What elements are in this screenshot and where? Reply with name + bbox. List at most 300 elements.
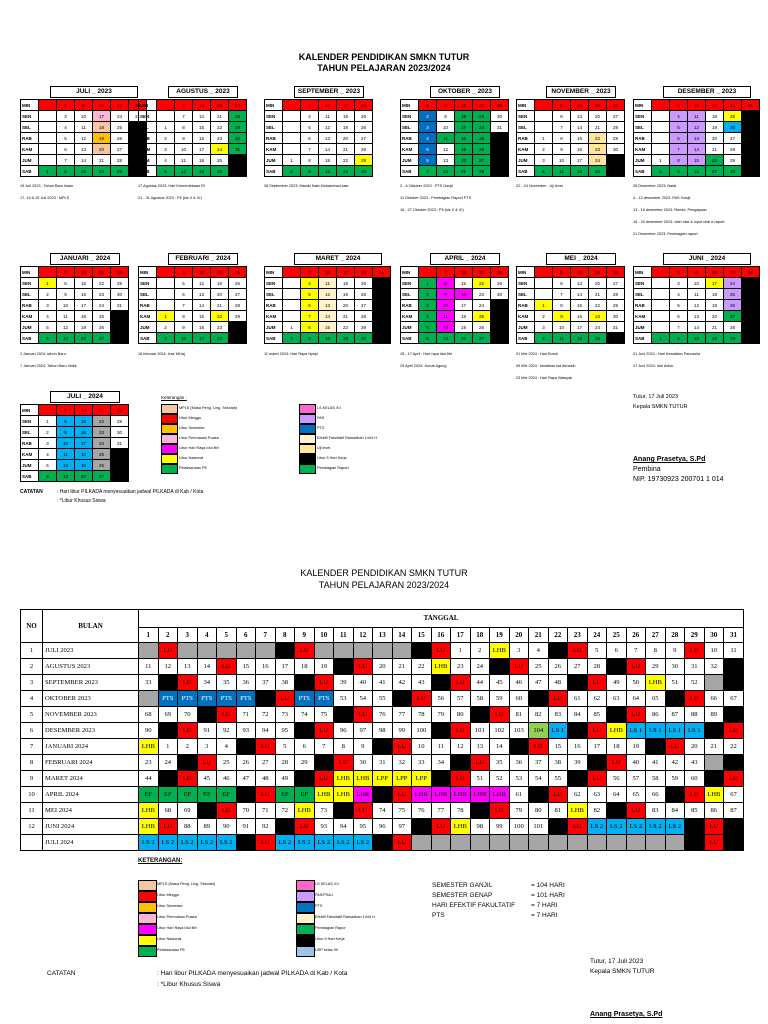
day-cell: 1 bbox=[652, 333, 670, 344]
date-cell: LU bbox=[353, 803, 373, 819]
date-cell: LHR bbox=[431, 787, 451, 803]
day-number-header: 17 bbox=[451, 627, 471, 642]
date-cell: 53 bbox=[509, 771, 529, 787]
legend-swatch bbox=[161, 404, 178, 414]
day-cell: 18 bbox=[193, 155, 211, 166]
day-cell bbox=[39, 133, 57, 144]
day-cell: 24 bbox=[473, 300, 491, 311]
day-cell: 29 bbox=[607, 133, 625, 144]
date-cell: 74 bbox=[295, 707, 315, 723]
day-cell: 23 bbox=[589, 144, 607, 155]
date-cell: PTS bbox=[217, 691, 237, 707]
date-cell: 25 bbox=[529, 659, 549, 675]
date-cell: 79 bbox=[509, 803, 529, 819]
day-cell: 24 bbox=[355, 267, 373, 278]
day-cell: 5 bbox=[175, 278, 193, 289]
date-cell bbox=[412, 835, 432, 851]
day-cell: 30 bbox=[491, 289, 509, 300]
day-cell: 13 bbox=[571, 111, 589, 122]
day-cell: 5 bbox=[670, 122, 688, 133]
date-cell: 2 bbox=[178, 739, 198, 755]
date-cell: 52 bbox=[490, 771, 510, 787]
date-cell: LU bbox=[704, 819, 724, 835]
day-label: RAB bbox=[21, 133, 39, 144]
legend-label: Libur 5 Hari Kerja bbox=[317, 456, 347, 460]
day-cell: 24 bbox=[93, 438, 111, 449]
day-cell: 14 bbox=[688, 322, 706, 333]
date-cell: 7 bbox=[626, 643, 646, 659]
day-cell: 22 bbox=[93, 278, 111, 289]
catatan-line-2-p2: : *Libur Khusus Siswa bbox=[157, 981, 221, 988]
date-cell bbox=[568, 835, 588, 851]
date-cell: 62 bbox=[587, 691, 607, 707]
day-cell: 7 bbox=[57, 267, 75, 278]
date-cell bbox=[295, 771, 315, 787]
month-calendar bbox=[400, 99, 509, 177]
day-cell bbox=[491, 155, 509, 166]
day-cell: 13 bbox=[57, 333, 75, 344]
date-cell bbox=[607, 835, 627, 851]
day-cell: 4 bbox=[670, 111, 688, 122]
legend-swatch bbox=[138, 891, 157, 902]
day-cell bbox=[652, 311, 670, 322]
day-cell: 21 bbox=[473, 267, 491, 278]
month-row bbox=[21, 675, 744, 691]
day-cell: 16 bbox=[93, 100, 111, 111]
day-cell: 7 bbox=[301, 311, 319, 322]
date-cell: LHB bbox=[490, 643, 510, 659]
row-no: 11 bbox=[21, 803, 43, 819]
date-cell: 13 bbox=[470, 739, 490, 755]
day-cell bbox=[283, 144, 301, 155]
day-cell bbox=[39, 122, 57, 133]
date-cell: LU bbox=[295, 643, 315, 659]
day-label: MIN bbox=[139, 267, 157, 278]
date-cell: 95 bbox=[275, 723, 295, 739]
day-cell: 16 bbox=[571, 311, 589, 322]
day-label: MIN bbox=[21, 100, 39, 111]
day-cell: 20 bbox=[211, 100, 229, 111]
day-cell bbox=[535, 289, 553, 300]
date-cell: 44 bbox=[139, 771, 159, 787]
date-cell: LHB bbox=[314, 787, 334, 803]
day-cell: 22 bbox=[211, 311, 229, 322]
day-label: JUM bbox=[21, 155, 39, 166]
day-label: KAM bbox=[634, 144, 652, 155]
legend-label: Efektif Fakultatif Ramadhan 1444 H bbox=[315, 915, 375, 919]
day-cell: 15 bbox=[319, 322, 337, 333]
date-cell bbox=[295, 723, 315, 739]
day-cell bbox=[742, 155, 760, 166]
day-cell: 29 bbox=[229, 122, 247, 133]
legend-label: Libur Semester bbox=[157, 904, 183, 908]
day-label: SAB bbox=[517, 166, 535, 177]
day-cell: 1 bbox=[283, 155, 301, 166]
date-cell: LHB bbox=[334, 771, 354, 787]
date-cell bbox=[373, 787, 393, 803]
legend-swatch bbox=[296, 946, 315, 957]
day-cell: 10 bbox=[688, 100, 706, 111]
date-cell: 46 bbox=[217, 771, 237, 787]
day-cell: 16 bbox=[455, 289, 473, 300]
day-cell: 9 bbox=[437, 289, 455, 300]
day-cell: 17 bbox=[193, 144, 211, 155]
signature-name-p2: Anang Prasetya, S.Pd bbox=[590, 1011, 663, 1018]
date-cell: LS 2 bbox=[334, 835, 354, 851]
date-cell: 38 bbox=[548, 755, 568, 771]
row-no: 6 bbox=[21, 723, 43, 739]
date-cell: 5 bbox=[275, 739, 295, 755]
date-cell: LU bbox=[353, 659, 373, 675]
day-cell: 29 bbox=[491, 278, 509, 289]
date-cell bbox=[685, 835, 705, 851]
day-label: SEL bbox=[401, 122, 419, 133]
date-cell: 97 bbox=[353, 723, 373, 739]
calendar-note: 17, 19 & 20 Juli 2023 : MPLS bbox=[20, 196, 70, 200]
date-cell: LU bbox=[568, 819, 588, 835]
day-cell: 27 bbox=[229, 100, 247, 111]
day-cell: 12 bbox=[57, 460, 75, 471]
day-cell: 21 bbox=[589, 289, 607, 300]
col-tanggal-header: TANGGAL bbox=[139, 610, 744, 628]
month-row bbox=[21, 707, 744, 723]
day-label: SEN bbox=[265, 111, 283, 122]
date-cell bbox=[139, 691, 159, 707]
day-cell: 26 bbox=[93, 460, 111, 471]
day-cell: 28 bbox=[473, 166, 491, 177]
date-cell: LS 2 bbox=[665, 819, 685, 835]
day-cell: 5 bbox=[670, 300, 688, 311]
day-cell: 1 bbox=[283, 322, 301, 333]
date-cell: 1 bbox=[451, 643, 471, 659]
date-cell: LHB bbox=[451, 819, 471, 835]
day-cell: 12 bbox=[57, 322, 75, 333]
day-cell bbox=[283, 278, 301, 289]
date-cell: LU bbox=[451, 723, 471, 739]
day-cell: 8 bbox=[57, 278, 75, 289]
day-cell: 12 bbox=[193, 278, 211, 289]
date-cell bbox=[724, 707, 744, 723]
day-cell: 12 bbox=[319, 289, 337, 300]
day-cell bbox=[607, 166, 625, 177]
date-cell: 48 bbox=[256, 771, 276, 787]
day-cell: 3 bbox=[419, 122, 437, 133]
month-header: MARET _ 2024 bbox=[294, 253, 382, 265]
day-label: SAB bbox=[265, 333, 283, 344]
date-cell: 38 bbox=[275, 675, 295, 691]
date-cell: 88 bbox=[178, 819, 198, 835]
day-label: RAB bbox=[517, 133, 535, 144]
day-cell: 12 bbox=[75, 133, 93, 144]
calendar-note: 16 - 27 Oktober 2023 : P5 (kls X & XI) bbox=[400, 208, 464, 212]
day-cell: 20 bbox=[455, 333, 473, 344]
day-label: SAB bbox=[517, 333, 535, 344]
day-cell: 14 bbox=[319, 144, 337, 155]
day-cell: 20 bbox=[211, 289, 229, 300]
day-label: RAB bbox=[21, 438, 39, 449]
day-cell: 14 bbox=[571, 289, 589, 300]
date-cell: 92 bbox=[256, 819, 276, 835]
day-label: MIN bbox=[401, 267, 419, 278]
day-cell: 13 bbox=[437, 155, 455, 166]
month-calendar bbox=[516, 266, 625, 344]
day-cell: 25 bbox=[355, 278, 373, 289]
date-cell bbox=[236, 643, 256, 659]
date-cell: 17 bbox=[275, 659, 295, 675]
day-cell: 6 bbox=[553, 278, 571, 289]
legend-label: Libur Permulaan Puasa bbox=[179, 436, 219, 440]
day-cell: 4 bbox=[419, 133, 437, 144]
day-cell: 3 bbox=[419, 300, 437, 311]
row-no: 5 bbox=[21, 707, 43, 723]
day-cell: 8 bbox=[553, 300, 571, 311]
day-label: SEL bbox=[21, 427, 39, 438]
day-cell: 7 bbox=[57, 155, 75, 166]
legend-swatch bbox=[296, 924, 315, 935]
date-cell: 18 bbox=[607, 739, 627, 755]
date-cell: 56 bbox=[607, 771, 627, 787]
date-cell: 80 bbox=[529, 803, 549, 819]
date-cell: LU bbox=[392, 787, 412, 803]
signature-nip-p1: NIP. 19730923 200701 1 014 bbox=[633, 476, 724, 483]
month-header: JULI _ 2024 bbox=[50, 391, 120, 403]
day-cell: 18 bbox=[571, 333, 589, 344]
month-header: JUNI _ 2024 bbox=[663, 253, 751, 265]
signature-place-date-p2: Tutur, 17 Juli 2023 bbox=[590, 958, 644, 965]
calendar-note: 01 Mei 2024 : Hari Buruh bbox=[516, 352, 559, 356]
day-number-header: 22 bbox=[548, 627, 568, 642]
day-cell: 24 bbox=[211, 144, 229, 155]
legend-swatch bbox=[161, 434, 178, 444]
date-cell: 103 bbox=[509, 723, 529, 739]
day-cell bbox=[39, 405, 57, 416]
date-cell: LHR bbox=[412, 787, 432, 803]
day-cell: 8 bbox=[437, 100, 455, 111]
day-cell: 14 bbox=[455, 267, 473, 278]
date-cell: 86 bbox=[646, 707, 666, 723]
date-cell bbox=[431, 723, 451, 739]
day-label: SEN bbox=[265, 278, 283, 289]
date-cell: 70 bbox=[236, 803, 256, 819]
day-cell: 29 bbox=[111, 416, 129, 427]
date-cell bbox=[197, 803, 217, 819]
date-cell: LU bbox=[314, 723, 334, 739]
day-cell: 12 bbox=[437, 144, 455, 155]
date-cell: LU bbox=[626, 659, 646, 675]
legend-label: Libur Hari Raya Idul fitri bbox=[179, 446, 219, 450]
date-cell bbox=[412, 819, 432, 835]
date-cell: 55 bbox=[548, 771, 568, 787]
day-cell: 12 bbox=[571, 267, 589, 278]
day-cell: 18 bbox=[75, 449, 93, 460]
day-cell: 19 bbox=[75, 460, 93, 471]
date-cell bbox=[412, 643, 432, 659]
day-cell: 1 bbox=[157, 311, 175, 322]
day-cell: 12 bbox=[437, 322, 455, 333]
date-cell: 91 bbox=[197, 723, 217, 739]
day-cell: 3 bbox=[157, 144, 175, 155]
day-cell bbox=[491, 322, 509, 333]
day-cell: 4 bbox=[57, 122, 75, 133]
day-cell: 30 bbox=[742, 267, 760, 278]
catatan-label-p1: CATATAN bbox=[20, 489, 43, 495]
date-cell: LU bbox=[178, 723, 198, 739]
date-cell bbox=[685, 819, 705, 835]
legend-swatch bbox=[138, 946, 157, 957]
day-cell: 8 bbox=[670, 333, 688, 344]
legend-swatch bbox=[161, 464, 178, 474]
day-cell: 24 bbox=[111, 111, 129, 122]
date-cell: LS 2 bbox=[353, 835, 373, 851]
row-month: APRIL 2024 bbox=[43, 787, 139, 803]
day-cell: 3 bbox=[39, 438, 57, 449]
day-cell: 22 bbox=[93, 416, 111, 427]
row-no: 10 bbox=[21, 787, 43, 803]
day-cell: 10 bbox=[57, 438, 75, 449]
date-cell: 51 bbox=[665, 675, 685, 691]
date-cell: 40 bbox=[626, 755, 646, 771]
day-label: SEN bbox=[139, 278, 157, 289]
date-cell: 30 bbox=[353, 755, 373, 771]
legend-label: PAS bbox=[317, 416, 325, 420]
date-cell: LU bbox=[314, 771, 334, 787]
day-cell: 2 bbox=[57, 100, 75, 111]
day-cell: 11 bbox=[437, 133, 455, 144]
date-cell: 95 bbox=[353, 819, 373, 835]
date-cell: 82 bbox=[529, 707, 549, 723]
summary-label: SEMESTER GANJIL bbox=[432, 882, 493, 889]
day-cell: 6 bbox=[301, 133, 319, 144]
day-cell: 15 bbox=[75, 416, 93, 427]
day-cell: 12 bbox=[688, 300, 706, 311]
day-cell bbox=[491, 133, 509, 144]
day-cell: 20 bbox=[93, 144, 111, 155]
day-cell: 22 bbox=[589, 300, 607, 311]
day-label: JUM bbox=[634, 155, 652, 166]
day-cell: 3 bbox=[157, 333, 175, 344]
day-cell bbox=[491, 311, 509, 322]
day-cell: 11 bbox=[553, 166, 571, 177]
day-cell: 1 bbox=[39, 278, 57, 289]
day-cell: 24 bbox=[589, 322, 607, 333]
legend-label: PTS bbox=[317, 426, 325, 430]
day-cell: 14 bbox=[319, 311, 337, 322]
date-cell: 58 bbox=[646, 771, 666, 787]
day-label: SEL bbox=[517, 289, 535, 300]
day-cell: 11 bbox=[75, 122, 93, 133]
day-cell: 27 bbox=[93, 471, 111, 482]
day-cell: 25 bbox=[589, 166, 607, 177]
date-cell: LU bbox=[470, 755, 490, 771]
date-cell: 41 bbox=[646, 755, 666, 771]
day-cell bbox=[111, 471, 129, 482]
day-cell: 5 bbox=[553, 100, 571, 111]
date-cell: 54 bbox=[353, 691, 373, 707]
day-number-header: 15 bbox=[412, 627, 432, 642]
date-cell: 25 bbox=[217, 755, 237, 771]
date-cell: LU bbox=[412, 691, 432, 707]
day-cell bbox=[111, 333, 129, 344]
legend-label: PAS/PSAJ bbox=[315, 893, 333, 897]
month-row bbox=[21, 803, 744, 819]
date-cell: 81 bbox=[548, 803, 568, 819]
date-cell: 33 bbox=[139, 675, 159, 691]
date-cell: 11 bbox=[724, 643, 744, 659]
day-cell: 17 bbox=[706, 100, 724, 111]
month-header: AGUSTUS _ 2023 bbox=[168, 86, 238, 98]
date-cell bbox=[431, 835, 451, 851]
date-cell: 10 bbox=[704, 643, 724, 659]
date-cell: 94 bbox=[334, 819, 354, 835]
date-cell: 39 bbox=[334, 675, 354, 691]
date-cell: LS 2 bbox=[626, 819, 646, 835]
day-label: KAM bbox=[265, 311, 283, 322]
day-cell: 2 bbox=[39, 289, 57, 300]
date-cell: 5 bbox=[587, 643, 607, 659]
day-cell: 26 bbox=[355, 122, 373, 133]
date-cell: 27 bbox=[568, 659, 588, 675]
day-cell: 2 bbox=[535, 311, 553, 322]
day-cell: 16 bbox=[455, 111, 473, 122]
date-cell bbox=[548, 819, 568, 835]
date-cell: 11 bbox=[431, 739, 451, 755]
date-cell bbox=[568, 675, 588, 691]
date-cell: 44 bbox=[470, 675, 490, 691]
day-label: SEL bbox=[401, 289, 419, 300]
day-cell: 16 bbox=[319, 166, 337, 177]
legend-swatch bbox=[299, 404, 316, 414]
day-number-header: 21 bbox=[529, 627, 549, 642]
row-month: DESEMBER 2023 bbox=[43, 723, 139, 739]
day-cell bbox=[373, 289, 391, 300]
day-cell: 3 bbox=[301, 100, 319, 111]
month-header: SEPTEMBER _ 2023 bbox=[294, 86, 364, 98]
day-cell: 19 bbox=[337, 122, 355, 133]
day-label: SEN bbox=[634, 111, 652, 122]
day-number-header: 26 bbox=[626, 627, 646, 642]
calendar-note: 19 Juli 2023 : Tahun Baru Islam bbox=[20, 184, 74, 188]
day-cell: 26 bbox=[724, 122, 742, 133]
day-number-header: 24 bbox=[587, 627, 607, 642]
day-cell: 30 bbox=[111, 289, 129, 300]
day-cell bbox=[229, 155, 247, 166]
date-cell: 21 bbox=[392, 659, 412, 675]
date-cell bbox=[665, 691, 685, 707]
date-cell: 24 bbox=[470, 659, 490, 675]
date-cell: 35 bbox=[490, 755, 510, 771]
day-cell: 28 bbox=[607, 122, 625, 133]
day-cell: 11 bbox=[57, 311, 75, 322]
day-cell: 18 bbox=[337, 278, 355, 289]
date-cell: 101 bbox=[470, 723, 490, 739]
day-cell: 11 bbox=[175, 155, 193, 166]
date-cell: LHB bbox=[353, 771, 373, 787]
day-cell: 19 bbox=[706, 300, 724, 311]
day-cell bbox=[491, 166, 509, 177]
date-cell bbox=[724, 659, 744, 675]
day-cell: 8 bbox=[301, 322, 319, 333]
day-cell bbox=[111, 311, 129, 322]
day-label: RAB bbox=[21, 300, 39, 311]
calendar-note: 11 maret 2024: Hari Raya Nyepi bbox=[264, 352, 318, 356]
date-cell: LHR bbox=[490, 787, 510, 803]
date-cell: LHB bbox=[568, 803, 588, 819]
day-label: KAM bbox=[21, 449, 39, 460]
date-cell: LU bbox=[314, 675, 334, 691]
date-cell: LU bbox=[724, 723, 744, 739]
legend-swatch bbox=[138, 924, 157, 935]
date-cell: LU bbox=[626, 803, 646, 819]
